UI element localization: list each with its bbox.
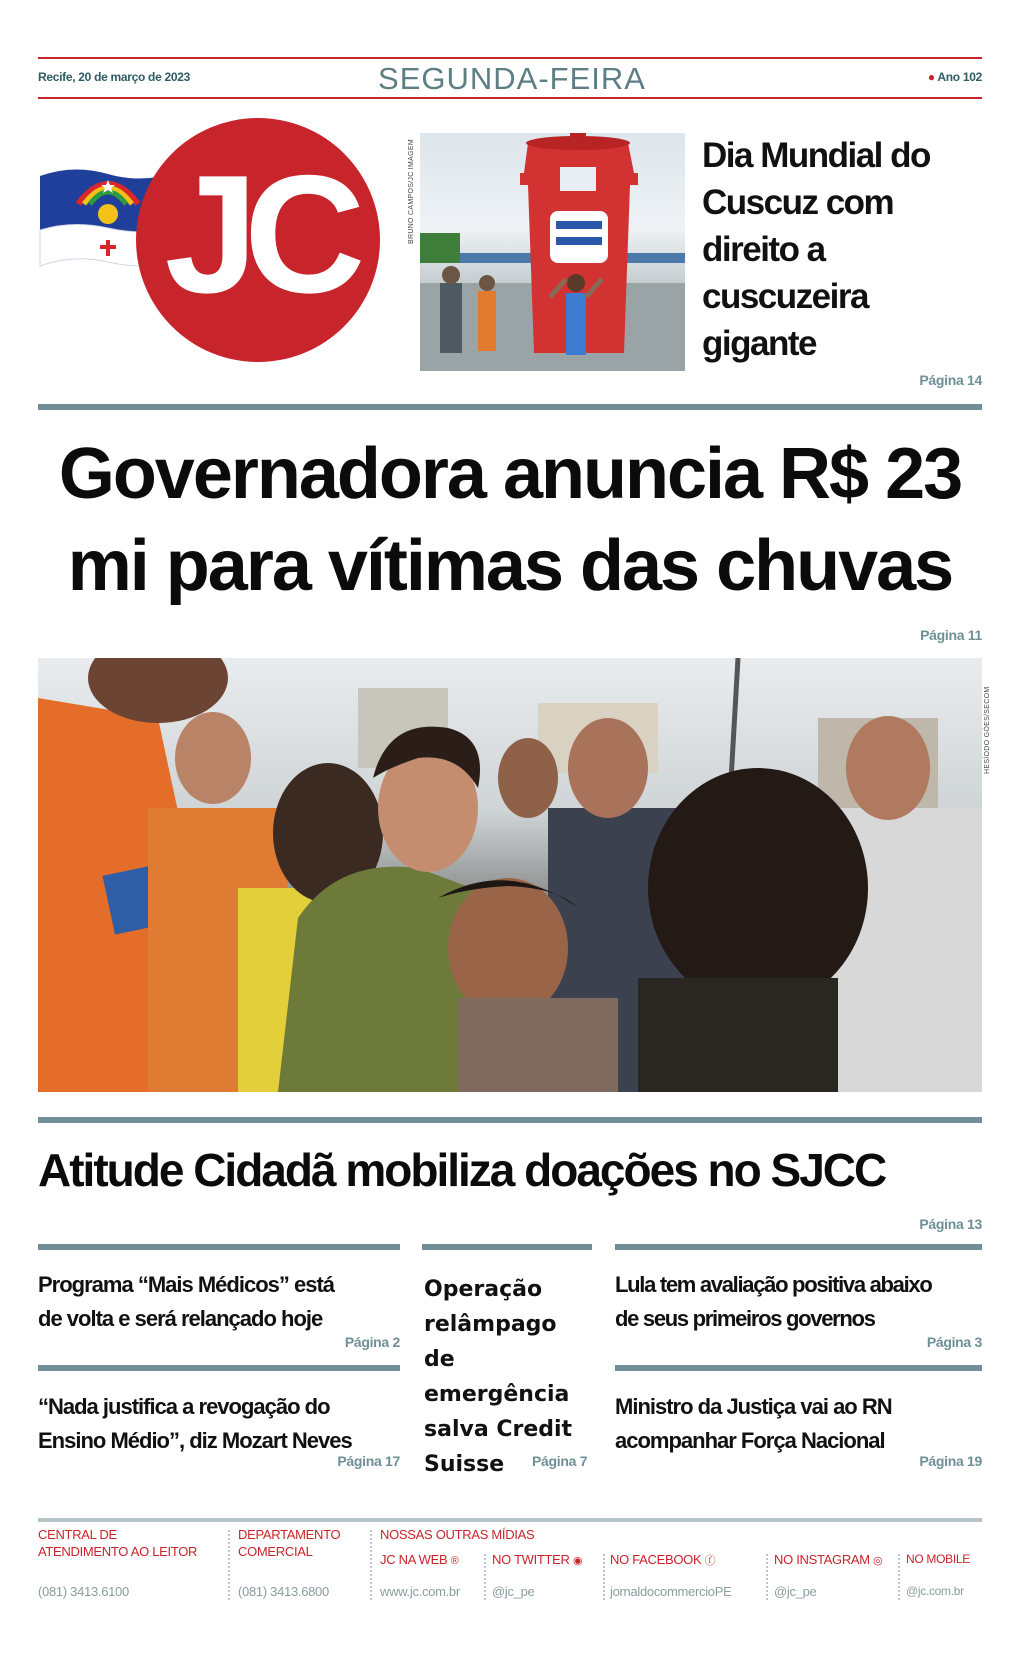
story-credit-suisse-line2: relâmpago de xyxy=(424,1312,557,1372)
footer-separator-5 xyxy=(766,1554,768,1600)
footer-facebook-value[interactable]: jornaldocommercioPE xyxy=(610,1584,732,1599)
story-rule-left-mid xyxy=(38,1365,400,1371)
footer-central-label-line1: CENTRAL DE xyxy=(38,1527,117,1542)
footer-separator-1 xyxy=(228,1530,230,1600)
story-ministro[interactable] xyxy=(615,1390,985,1458)
story-rule-right-top xyxy=(615,1244,982,1250)
teaser-page-ref[interactable]: Página 14 xyxy=(919,372,982,388)
main-photo-credit: HESÍODO GÓES/SECOM xyxy=(984,686,991,774)
footer-separator-4 xyxy=(603,1554,605,1600)
second-headline[interactable]: Atitude Cidadã mobiliza doações no SJCC xyxy=(38,1144,886,1196)
story-ensino-medio[interactable] xyxy=(38,1390,400,1458)
footer-comercial-label xyxy=(238,1526,340,1560)
instagram-icon: ◎ xyxy=(873,1555,883,1567)
story-mais-medicos-line2: de volta e será relançado hoje xyxy=(38,1306,323,1331)
footer-web-label xyxy=(380,1551,459,1570)
story-credit-suisse-line1: Operação xyxy=(424,1277,543,1302)
story-ensino-medio-page[interactable]: Página 17 xyxy=(337,1453,400,1469)
footer-central-label-line2: ATENDIMENTO AO LEITOR xyxy=(38,1544,198,1559)
story-credit-suisse-line3: emergência xyxy=(424,1382,570,1407)
facebook-icon: ⓕ xyxy=(704,1555,716,1567)
story-rule-left-top xyxy=(38,1244,400,1250)
story-lula-line1: Lula tem avaliação positiva abaixo xyxy=(615,1272,932,1297)
header-bottom-rule xyxy=(38,97,982,99)
story-rule-right-mid xyxy=(615,1365,982,1371)
teaser-headline[interactable]: Dia Mundial do Cuscuz com direito a cuscuzeira gigante xyxy=(702,136,930,363)
story-ministro-line1: Ministro da Justiça vai ao RN xyxy=(615,1394,892,1419)
footer-facebook-label-text: NO FACEBOOK xyxy=(610,1552,702,1567)
footer-outras-midias: NOSSAS OUTRAS MÍDIAS xyxy=(380,1527,535,1542)
footer-twitter-label-text: NO TWITTER xyxy=(492,1552,570,1567)
story-mais-medicos-line1: Programa “Mais Médicos” está xyxy=(38,1272,335,1297)
footer-instagram-label xyxy=(774,1551,882,1570)
main-headline-line2: mi para vítimas das chuvas xyxy=(67,526,953,606)
story-lula-page[interactable]: Página 3 xyxy=(926,1334,982,1350)
logo-text: JC xyxy=(164,140,352,328)
main-headline[interactable] xyxy=(38,428,982,612)
footer-instagram-label-text: NO INSTAGRAM xyxy=(774,1552,870,1567)
story-rule-mid-top xyxy=(422,1244,592,1250)
weekday: SEGUNDA-FEIRA xyxy=(378,61,646,96)
story-credit-suisse[interactable] xyxy=(424,1272,594,1482)
story-lula[interactable] xyxy=(615,1268,985,1336)
footer-comercial-phone[interactable]: (081) 3413.6800 xyxy=(238,1584,329,1599)
footer-mobile-label: NO MOBILE xyxy=(906,1552,970,1566)
footer-facebook-label xyxy=(610,1551,715,1570)
footer-separator-2 xyxy=(370,1530,372,1600)
teaser-photo-credit: BRUNO CAMPOS/JC IMAGEM xyxy=(408,139,415,244)
governor-hugging-victim-image xyxy=(38,658,982,1092)
story-credit-suisse-line5: Suisse xyxy=(424,1452,505,1477)
footer-web-value[interactable]: www.jc.com.br xyxy=(380,1584,460,1599)
footer-twitter-label xyxy=(492,1551,582,1570)
registered-icon: ® xyxy=(450,1555,459,1567)
divider-rule-2 xyxy=(38,1117,982,1123)
footer-separator-3 xyxy=(484,1554,486,1600)
teaser-photo[interactable] xyxy=(420,133,685,371)
bullet-icon: ● xyxy=(927,70,935,84)
edition-year xyxy=(928,70,982,84)
footer-central-phone[interactable]: (081) 3413.6100 xyxy=(38,1584,129,1599)
footer-web-label-text: JC NA WEB xyxy=(380,1552,448,1567)
story-ensino-medio-line1: “Nada justifica a revogação do xyxy=(38,1394,330,1419)
main-page-ref[interactable]: Página 11 xyxy=(920,627,982,643)
story-mais-medicos-page[interactable]: Página 2 xyxy=(344,1334,400,1350)
footer-central-label xyxy=(38,1526,197,1560)
twitter-icon: ◉ xyxy=(572,1555,583,1567)
story-lula-line2: de seus primeiros governos xyxy=(615,1306,875,1331)
footer-comercial-label-line1: DEPARTAMENTO xyxy=(238,1527,341,1542)
footer-twitter-value[interactable]: @jc_pe xyxy=(492,1584,535,1599)
story-mais-medicos[interactable] xyxy=(38,1268,400,1336)
top-rule xyxy=(38,57,982,59)
year-label: Ano 102 xyxy=(937,70,982,84)
footer-instagram-value[interactable]: @jc_pe xyxy=(774,1584,817,1599)
location-date: Recife, 20 de março de 2023 xyxy=(38,70,190,84)
footer-comercial-label-line2: COMERCIAL xyxy=(238,1544,313,1559)
main-headline-line1: Governadora anuncia R$ 23 xyxy=(58,434,962,514)
giant-cuscuzeira-image xyxy=(420,133,685,371)
footer-rule xyxy=(38,1518,982,1522)
second-page-ref[interactable]: Página 13 xyxy=(919,1216,982,1232)
story-ministro-page[interactable]: Página 19 xyxy=(919,1453,982,1469)
divider-rule-1 xyxy=(38,404,982,410)
main-photo[interactable] xyxy=(38,658,982,1092)
story-ensino-medio-line2: Ensino Médio”, diz Mozart Neves xyxy=(38,1428,352,1453)
story-ministro-line2: acompanhar Força Nacional xyxy=(615,1428,885,1453)
story-credit-suisse-line4: salva Credit xyxy=(424,1417,573,1442)
masthead-logo[interactable] xyxy=(38,118,398,380)
footer-separator-6 xyxy=(898,1554,900,1600)
footer-mobile-value[interactable]: @jc.com.br xyxy=(906,1584,964,1598)
story-credit-suisse-page[interactable]: Página 7 xyxy=(532,1453,588,1469)
